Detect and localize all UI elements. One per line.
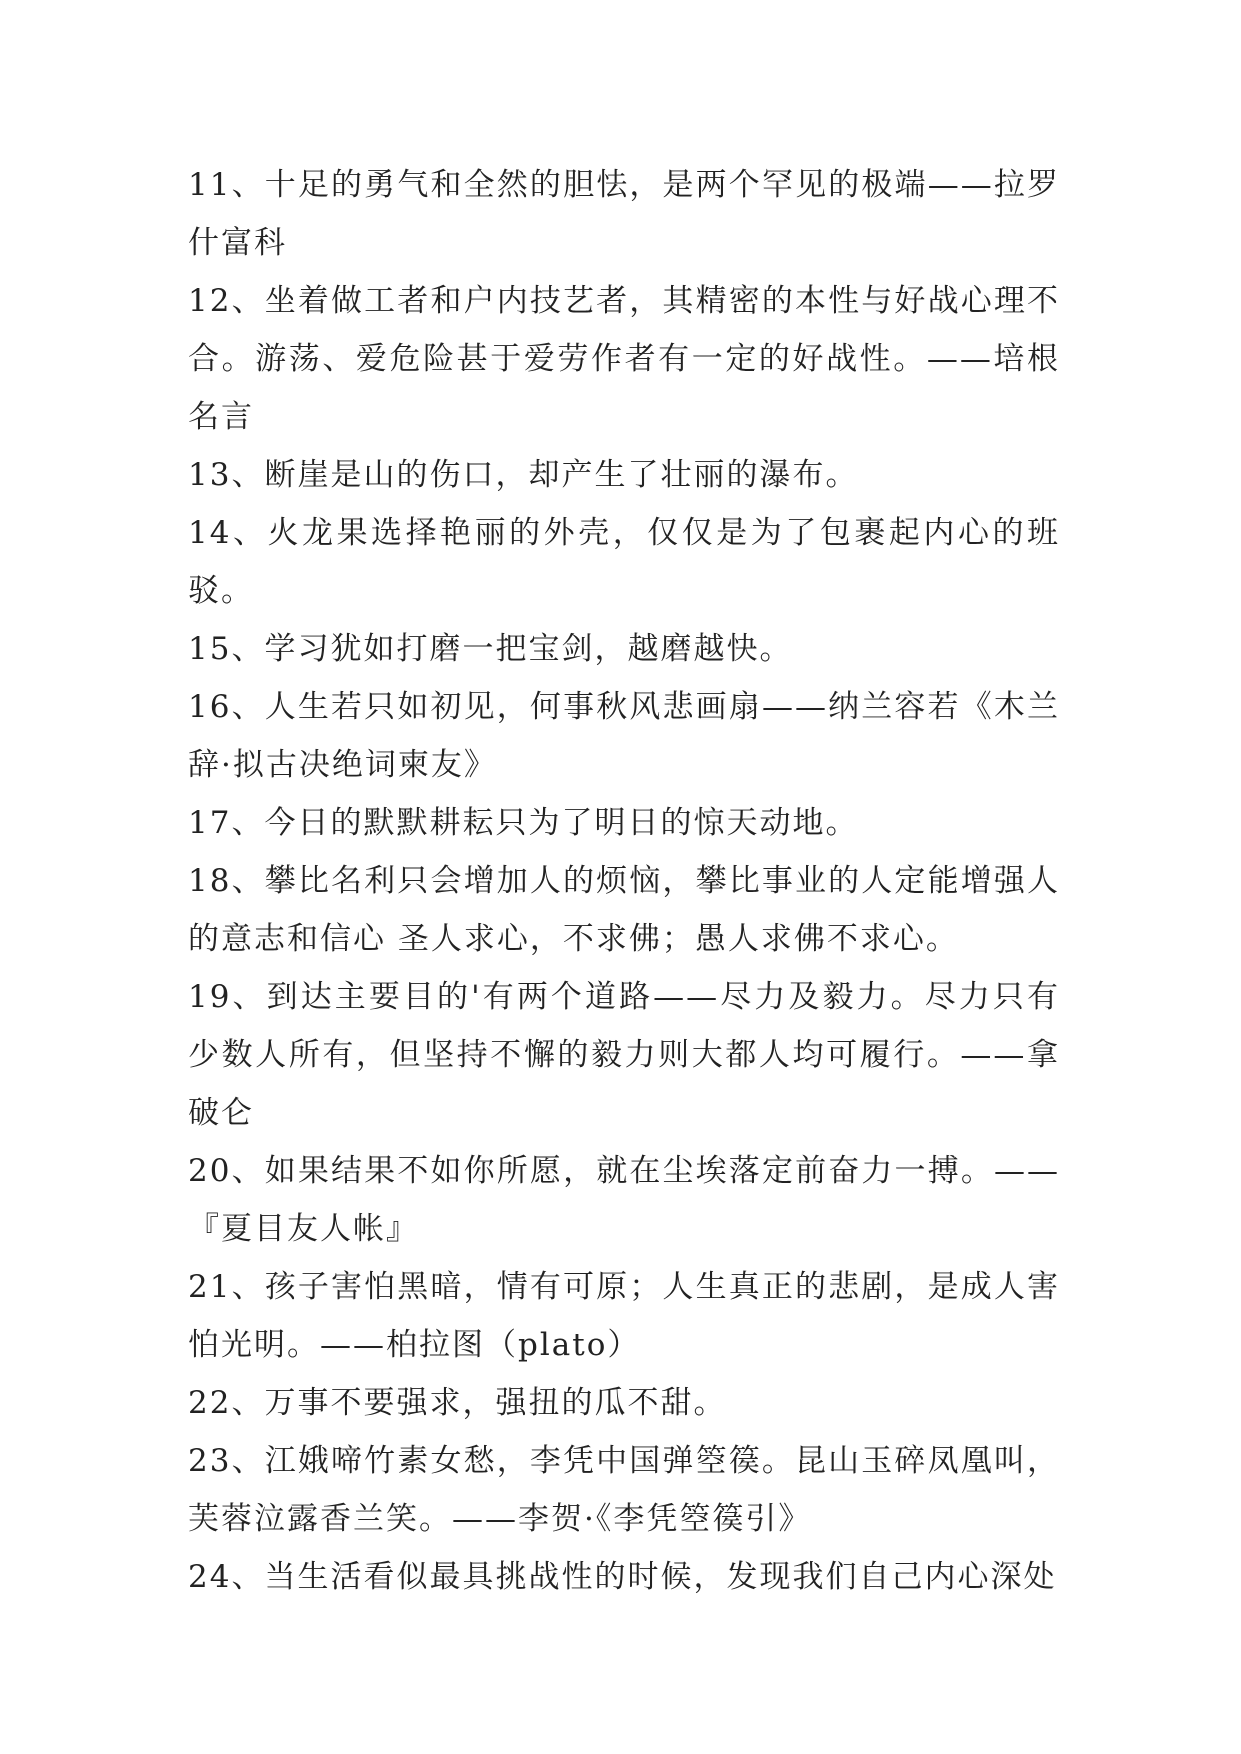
quote-item-11: 11、十足的勇气和全然的胆怯，是两个罕见的极端——拉罗什富科 bbox=[188, 167, 1060, 261]
quote-item-18: 18、攀比名利只会增加人的烦恼，攀比事业的人定能增强人的意志和信心 圣人求心，不求佛；愚人求佛不求心。 bbox=[188, 863, 1060, 957]
quote-item-15: 15、学习犹如打磨一把宝剑，越磨越快。 bbox=[188, 631, 793, 667]
quote-item-23: 23、江娥啼竹素女愁，李凭中国弹箜篌。昆山玉碎凤凰叫，芙蓉泣露香兰笑。——李贺·《李凭箜篌引》 bbox=[188, 1443, 1060, 1537]
quote-item-13: 13、断崖是山的伤口，却产生了壮丽的瀑布。 bbox=[188, 457, 859, 493]
quote-item-17: 17、今日的默默耕耘只为了明日的惊天动地。 bbox=[188, 805, 859, 841]
quote-list bbox=[188, 156, 1060, 1606]
quote-item-12: 12、坐着做工者和户内技艺者，其精密的本性与好战心理不合。游荡、爱危险甚于爱劳作者有一定的好战性。——培根名言 bbox=[188, 283, 1060, 435]
quote-item-24: 24、当生活看似最具挑战性的时候，发现我们自己内心深处 bbox=[188, 1559, 1057, 1595]
quote-item-19: 19、到达主要目的'有两个道路——尽力及毅力。尽力只有少数人所有，但坚持不懈的毅力则大都人均可履行。——拿破仑 bbox=[188, 979, 1060, 1131]
quote-item-16: 16、人生若只如初见，何事秋风悲画扇——纳兰容若《木兰辞·拟古决绝词柬友》 bbox=[188, 689, 1060, 783]
quote-item-22: 22、万事不要强求，强扭的瓜不甜。 bbox=[188, 1385, 727, 1421]
quote-item-21: 21、孩子害怕黑暗，情有可原；人生真正的悲剧，是成人害怕光明。——柏拉图（plato） bbox=[188, 1269, 1060, 1363]
quote-item-14: 14、火龙果选择艳丽的外壳，仅仅是为了包裹起内心的班驳。 bbox=[188, 515, 1060, 609]
quote-item-20: 20、如果结果不如你所愿，就在尘埃落定前奋力一搏。——『夏目友人帐』 bbox=[188, 1153, 1060, 1247]
